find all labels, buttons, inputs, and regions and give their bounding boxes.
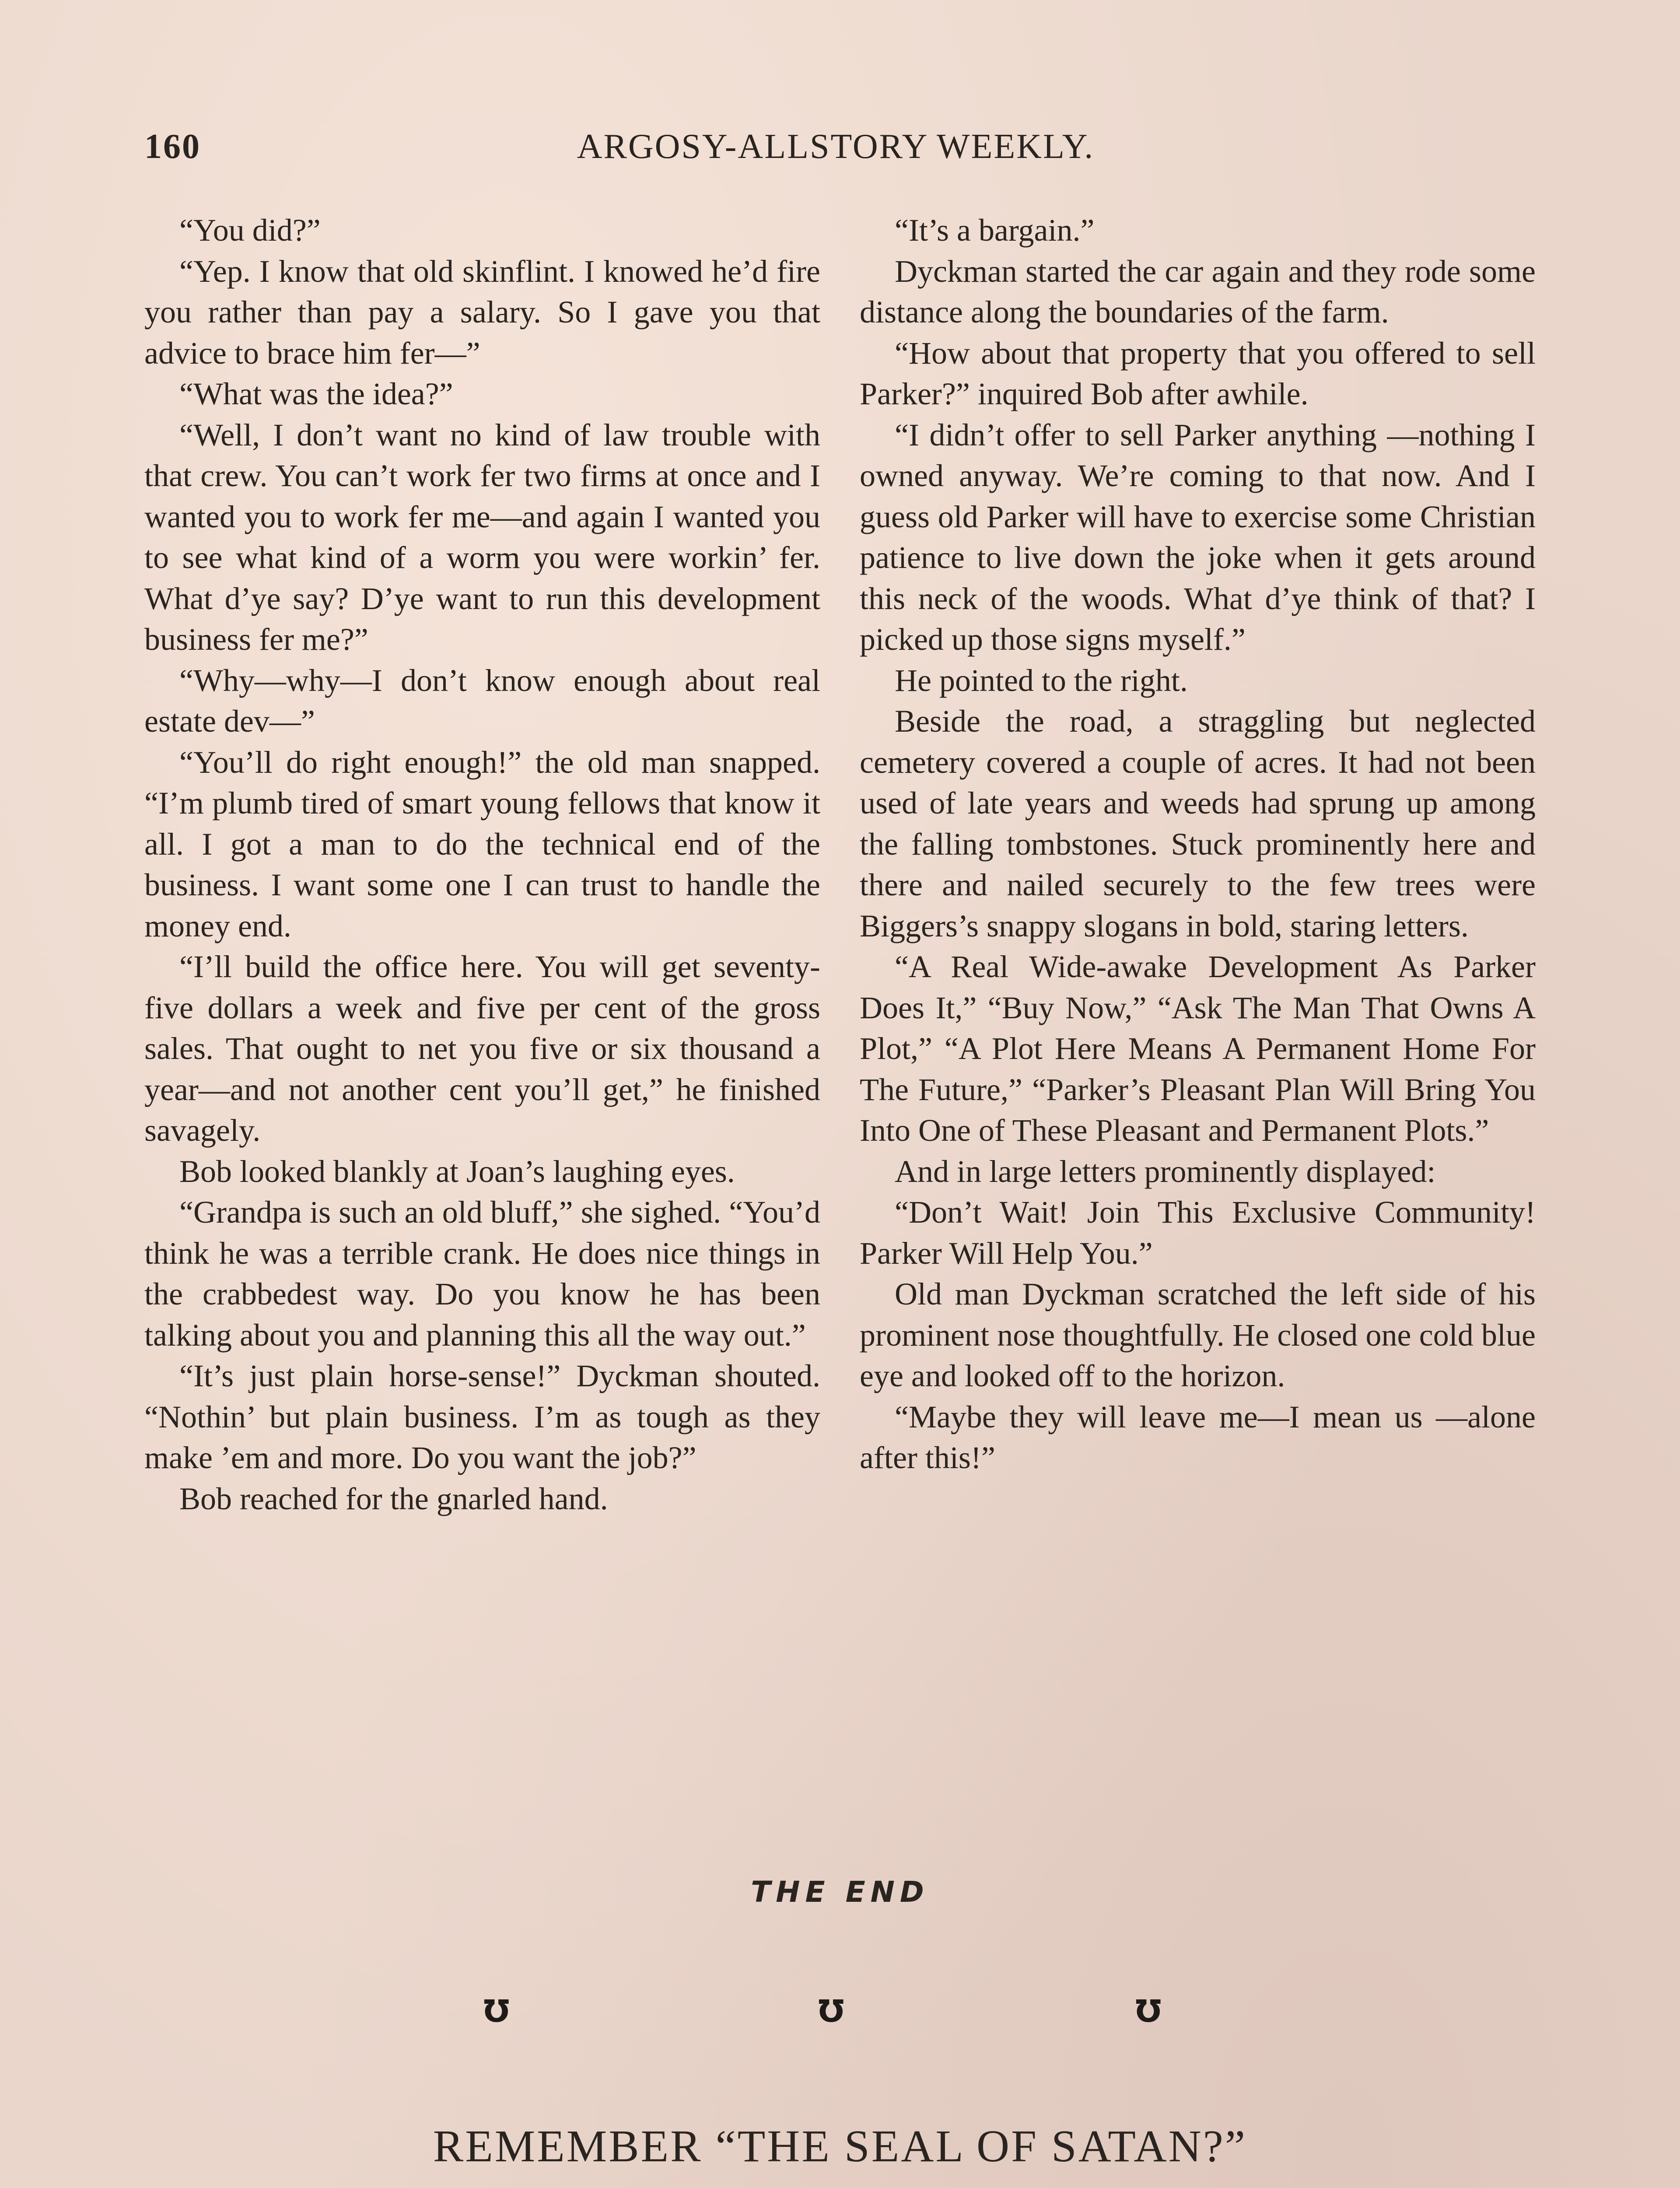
paragraph: “Don’t Wait! Join This Exclusive Community! Parker Will Help You.” bbox=[860, 1195, 1536, 1271]
ornament-icon: ℧ bbox=[483, 1993, 510, 2029]
story-columns bbox=[144, 210, 1536, 1855]
paragraph: He pointed to the right. bbox=[895, 663, 1188, 698]
paragraph: “I didn’t offer to sell Parker anything —nothing I owned anyway. We’re coming to that now. And I guess old Parker will have to exercise some Christian patience to live down the joke when it gets around this neck of the woods. What d’ye think of that? I picked up those signs myself.” bbox=[860, 417, 1536, 657]
paragraph: Dyckman started the car again and they rode some distance along the boundaries of the farm. bbox=[860, 253, 1536, 330]
paragraph: Beside the road, a straggling but neglected cemetery covered a couple of acres. It had not been used of late years and weeds had sprung up among the falling tombstones. Stuck prominently here and there and nailed securely to the few trees were Biggers’s snappy slogans in bold, staring letters. bbox=[860, 704, 1536, 943]
paragraph: “You’ll do right enough!” the old man snapped. “I’m plumb tired of smart young fellows that know it all. I got a man to do the technical end of the business. I want some one I can trust to handle the money end. bbox=[144, 744, 820, 943]
running-title: ARGOSY-ALLSTORY WEEKLY. bbox=[577, 127, 1095, 166]
paragraph: And in large letters prominently displayed: bbox=[895, 1154, 1436, 1189]
promo-headline: REMEMBER “THE SEAL OF SATAN?” bbox=[433, 2121, 1247, 2171]
paragraph: Bob looked blankly at Joan’s laughing eyes. bbox=[179, 1154, 735, 1189]
paragraph: “It’s a bargain.” bbox=[895, 213, 1095, 248]
paragraph: “Well, I don’t want no kind of law trouble with that crew. You can’t work fer two firms at once and I wanted you to work fer me—and again I wanted you to see what kind of a worm you were workin’ fer. What d’ye say? D’ye want to run this development business fer me?” bbox=[144, 417, 820, 657]
paragraph: “What was the idea?” bbox=[179, 376, 453, 411]
page-number: 160 bbox=[144, 127, 201, 166]
paragraph: Bob reached for the gnarled hand. bbox=[179, 1481, 608, 1516]
paragraph: “It’s just plain horse-sense!” Dyckman shouted. “Nothin’ but plain business. I’m as tough as they make ’em and more. Do you want the job?” bbox=[144, 1358, 820, 1475]
the-end-heading: THE END bbox=[751, 1875, 929, 1909]
right-column bbox=[860, 210, 1536, 1855]
paragraph: “Yep. I know that old skinflint. I knowed he’d fire you rather than pay a salary. So I gave you that advice to brace him fer—” bbox=[144, 253, 820, 371]
paragraph: “You did?” bbox=[179, 213, 321, 248]
paragraph: “How about that property that you offered to sell Parker?” inquired Bob after awhile. bbox=[860, 335, 1536, 411]
ornament-icon: ℧ bbox=[1135, 1993, 1162, 2029]
left-column bbox=[144, 210, 820, 1855]
ornament-icon: ℧ bbox=[818, 1993, 844, 2029]
paragraph: “A Real Wide-awake Development As Parker Does It,” “Buy Now,” “Ask The Man That Owns A Plot,” “A Plot Here Means A Permanent Home For The Future,” “Parker’s Pleasant Plan Will Bring You Into One of These Pleasant and Permanent Plots.” bbox=[860, 949, 1536, 1148]
paragraph: “Maybe they will leave me—I mean us —alone after this!” bbox=[860, 1399, 1536, 1475]
paragraph: “I’ll build the office here. You will get seventy-five dollars a week and five per cent of the gross sales. That ought to net you five or six thousand a year—and not another cent you’ll get,” he finished savagely. bbox=[144, 949, 820, 1148]
paragraph: Old man Dyckman scratched the left side of his prominent nose thoughtfully. He closed one cold blue eye and looked off to the horizon. bbox=[860, 1276, 1536, 1393]
paragraph: “Why—why—I don’t know enough about real estate dev—” bbox=[144, 663, 820, 739]
paragraph: “Grandpa is such an old bluff,” she sighed. “You’d think he was a terrible crank. He does nice things in the crabbedest way. Do you know he has been talking about you and planning this all the way out.” bbox=[144, 1195, 820, 1353]
page-header bbox=[144, 127, 1527, 175]
